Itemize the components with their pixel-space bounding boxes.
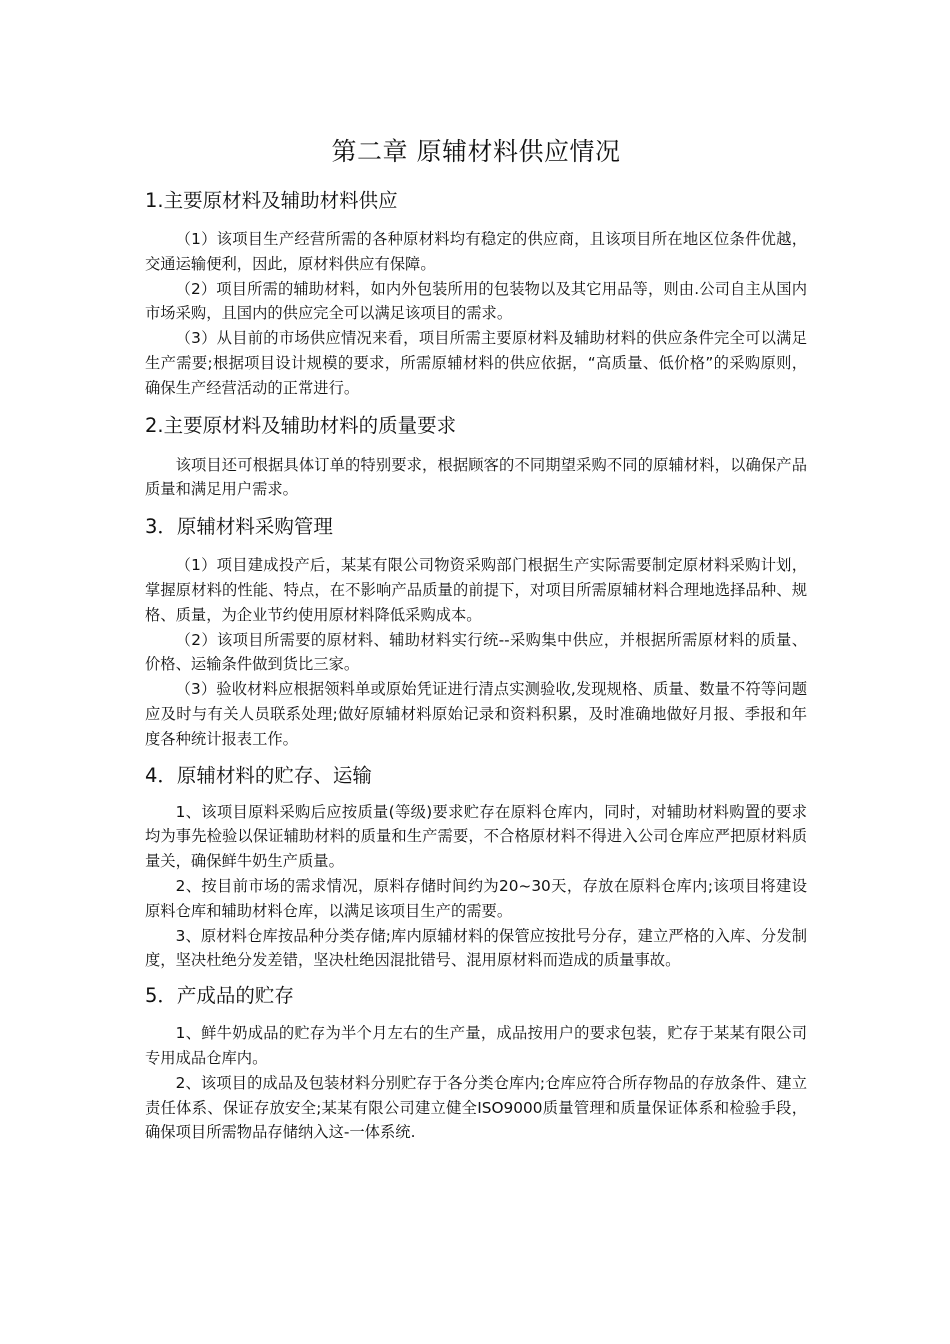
section-heading: 3．原辅材料采购管理	[145, 515, 333, 539]
section-heading: 4．原辅材料的贮存、运输	[145, 763, 372, 787]
paragraph: （2）项目所需的辅助材料，如内外包装所用的包装物以及其它用品等，则由.公司自主从国内市场采购，且国内的供应完全可以满足该项目的需求。	[145, 279, 807, 323]
paragraph: 2、按目前市场的需求情况，原料存储时间约为20~30天，存放在原料仓库内;该项目将建设原料仓库和辅助材料仓库，以满足该项目生产的需要。	[145, 876, 807, 920]
paragraph: （3）验收材料应根据领料单或原始凭证进行清点实测验收,发现规格、质量、数量不符等问题应及时与有关人员联系处理;做好原辅材料原始记录和资料积累，及时准确地做好月报、季报和年度各种统计报表工作。	[145, 680, 807, 748]
section-finished-goods-storage	[145, 983, 807, 1145]
section-heading: 5．产成品的贮存	[145, 984, 294, 1008]
paragraph: 2、该项目的成品及包装材料分别贮存于各分类仓库内;仓库应符合所存物品的存放条件、建立责任体系、保证存放安全;某某有限公司建立健全ISO9000质量管理和质量保证体系和检验手段，确保项目所需物品存储纳入这-一体系统.	[145, 1073, 807, 1142]
section-heading: 2.主要原材料及辅助材料的质量要求	[145, 413, 457, 437]
chapter-title: 第二章 原辅材料供应情况	[331, 137, 621, 166]
section-raw-material-supply	[145, 188, 807, 401]
section-quality-requirements	[145, 413, 807, 503]
paragraph: 3、原材料仓库按品种分类存储;库内原辅材料的保管应按批号分存，建立严格的入库、分发制度，坚决杜绝分发差错，坚决杜绝因混批错号、混用原材料而造成的质量事故。	[145, 926, 807, 970]
paragraph: 该项目还可根据具体订单的特别要求，根据顾客的不同期望采购不同的原辅材料，以确保产品质量和满足用户需求。	[145, 455, 807, 499]
paragraph: （2）该项目所需要的原材料、辅助材料实行统--采购集中供应，并根据所需原材料的质量、价格、运输条件做到货比三家。	[145, 630, 807, 674]
section-heading: 1.主要原材料及辅助材料供应	[145, 189, 398, 212]
section-storage-transport	[145, 763, 807, 974]
paragraph: （1）该项目生产经营所需的各种原材料均有稳定的供应商，且该项目所在地区位条件优越，交通运输便利，因此，原材料供应有保障。	[145, 230, 807, 273]
paragraph: 1、鲜牛奶成品的贮存为半个月左右的生产量，成品按用户的要求包装，贮存于某某有限公司专用成品仓库内。	[145, 1024, 807, 1067]
section-procurement-management	[145, 514, 807, 751]
paragraph: 1、该项目原料采购后应按质量(等级)要求贮存在原料仓库内，同时，对辅助材料购置的要求均为事先检验以保证辅助材料的质量和生产需要，不合格原材料不得进入公司仓库应严把原材料质量关，确保鲜牛奶生产质量。	[145, 802, 807, 871]
paragraph: （3）从目前的市场供应情况来看，项目所需主要原材料及辅助材料的供应条件完全可以满足生产需要;根据项目设计规模的要求，所需原辅材料的供应依据，“高质量、低价格”的采购原则，确保生产经营活动的正常进行。	[145, 329, 807, 397]
document-page	[145, 128, 807, 1145]
paragraph: （1）项目建成投产后，某某有限公司物资采购部门根据生产实际需要制定原材料采购计划，掌握原材料的性能、特点，在不影响产品质量的前提下，对项目所需原辅材料合理地选择品种、规格、质量，为企业节约使用原材料降低采购成本。	[145, 556, 807, 624]
